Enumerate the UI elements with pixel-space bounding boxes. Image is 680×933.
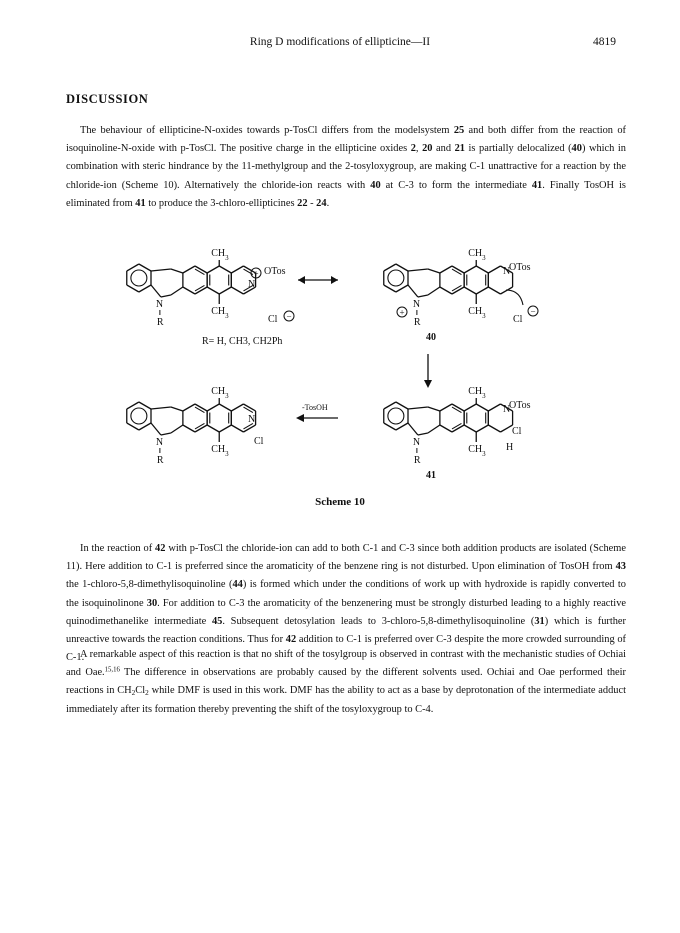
scheme-caption: Scheme 10 <box>315 496 365 508</box>
reference-citation: 15,16 <box>104 666 120 674</box>
methyl-label: $CH_3$ <box>211 386 229 400</box>
aromatic-ring <box>388 270 404 286</box>
compound-number: 42 <box>155 543 166 554</box>
methyl-label: $CH_3$ <box>211 248 229 262</box>
structure-41 <box>384 386 513 466</box>
nitrogen-label: N <box>412 299 421 310</box>
scheme-10-figure <box>0 232 680 492</box>
running-header: Ring D modifications of ellipticine—II <box>249 36 431 48</box>
bond <box>476 266 488 273</box>
structure-3-chloro-ellipticine <box>127 386 256 466</box>
bond <box>476 287 488 294</box>
compound-number: 45 <box>211 615 223 627</box>
bond <box>440 404 452 411</box>
bond <box>183 287 195 294</box>
bond <box>408 407 428 409</box>
bond <box>183 404 195 411</box>
section-title: DISCUSSION <box>66 92 149 106</box>
arrow-head-down <box>424 380 432 388</box>
reagent-label: -TosOH <box>302 403 328 412</box>
bond <box>408 423 418 435</box>
nitrogen-label: N <box>248 279 256 290</box>
chloride-label: Cl <box>512 426 522 437</box>
bond <box>161 433 171 435</box>
compound-number: 21 <box>454 143 465 155</box>
bond <box>183 425 195 432</box>
bond <box>151 285 161 297</box>
page-number: 4819 <box>593 36 616 48</box>
bond <box>219 287 231 294</box>
bond <box>219 425 231 432</box>
bond <box>151 407 171 409</box>
bond <box>231 287 243 294</box>
paragraph-2: In the reaction of 42 with p-TosCl the chloride-ion can add to both C-1 and C-3 since both addition products are isolated (Scheme 11). Here addition to C-1 is preferred since the aromaticity of the benzene ring is not disturbed. Upon elimination of TosOH from 43 the 1-chloro-5,8-dimethylisoquinoline (44) is formed which under the conditions of work up with hydroxide is rapidly converted to the isoquinolinone 30. For addition to C-3 the aromaticity of the benzenering must be strongly disturbed leading to a highly reactive quinodimethanelike intermediate 45. Subsequent detosylation leads to 3-chloro-5,8-dimethylisoquinoline (31) which is further unreactive towards the reaction conditions. Thus for 42 addition to C-1 is preferred over C-3 despite the more crowded surrounding of C-1. <box>66 543 627 664</box>
compound-number: 43 <box>615 561 626 573</box>
bond <box>207 404 219 411</box>
subscript: 2 <box>145 689 149 698</box>
bond <box>231 425 243 432</box>
bond <box>207 287 219 294</box>
r-definition: R= H, CH3, CH2Ph <box>202 336 283 347</box>
bond <box>440 425 452 432</box>
arrow-head-right <box>331 276 338 284</box>
bond <box>231 266 243 273</box>
bond <box>476 425 488 432</box>
compound-number: 40 <box>370 179 381 191</box>
compound-number: 41 <box>531 179 543 191</box>
compound-number: 22 <box>297 197 308 209</box>
bond <box>171 269 183 273</box>
bond <box>231 404 243 411</box>
structure-n-oxide <box>127 248 259 328</box>
plus-sign: + <box>399 307 405 318</box>
nitrogen-label: N <box>503 266 511 277</box>
compound-number: 31 <box>534 615 545 627</box>
bond <box>171 407 183 411</box>
aromatic-ring <box>131 270 147 286</box>
bond <box>488 266 500 273</box>
r-group-label: R <box>413 317 421 328</box>
bond <box>151 423 161 435</box>
compound-number: 42 <box>285 634 297 646</box>
bond <box>440 287 452 294</box>
nitrogen-label: N <box>248 414 256 425</box>
bond <box>151 269 171 271</box>
compound-number: 30 <box>146 597 158 609</box>
bond <box>488 287 500 294</box>
aromatic-ring <box>388 408 404 424</box>
bond <box>408 285 418 297</box>
subscript: 2 <box>131 689 136 698</box>
r-group-label: R <box>413 455 421 466</box>
aromatic-ring <box>131 408 147 424</box>
bond <box>183 266 195 273</box>
arrow-head-left <box>296 414 304 422</box>
bond <box>464 287 476 294</box>
paragraph-3: A remarkable aspect of this reaction is that no shift of the tosylgroup is observed in contrast with the mechanistic studies of Ochiai and Oae.$^{15,16}$ The difference in observations are probably caused by the different solvents used. Ochiai and Oae performed their reactions in $CH_2Cl_2$ while DMF is used in this work. DMF has the ability to act as a base by deprotonation of the intermediate adduct immediately after its formation thereby preventing the shift of the tosyloxygroup to C-4. <box>66 649 626 715</box>
bond <box>464 266 476 273</box>
bond <box>171 425 183 433</box>
bond <box>428 287 440 295</box>
methyl-label: $CH_3$ <box>468 386 486 400</box>
chloride-label: Cl <box>268 314 278 325</box>
electron-arrow <box>506 290 523 305</box>
methyl-label: $CH_3$ <box>468 444 486 458</box>
chloride-label: Cl <box>513 314 523 325</box>
compound-number: 2 <box>410 143 416 155</box>
bond <box>428 269 440 273</box>
methyl-label: $CH_3$ <box>468 306 486 320</box>
compound-number: 25 <box>453 125 465 136</box>
nitrogen-label: N <box>503 404 511 415</box>
bond <box>428 425 440 433</box>
methyl-label: $CH_3$ <box>468 248 486 262</box>
bond <box>500 425 512 432</box>
bond <box>476 404 488 411</box>
bond <box>207 266 219 273</box>
bond <box>488 425 500 432</box>
r-group-label: R <box>156 455 164 466</box>
plus-sign: + <box>253 268 259 279</box>
otos-label: OTos <box>264 266 286 277</box>
bond <box>408 269 428 271</box>
bond <box>219 404 231 411</box>
compound-label-40: 40 <box>426 332 436 343</box>
nitrogen-label: N <box>155 437 164 448</box>
minus-sign: − <box>286 311 292 322</box>
paragraph-1: The behaviour of ellipticine-N-oxides towards p-TosCl differs from the modelsystem 25 and both differ from the reaction of isoquinoline-N-oxide with p-TosCl. The positive charge in the ellipticine oxides 2, 20 and 21 is partially delocalized (40) which in combination with steric hindrance by the 11-methylgroup and the 2-tosyloxygroup, are making C-1 unattractive for a reaction by the chloride-ion (Scheme 10). Alternatively the chloride-ion reacts with 40 at C-3 to form the intermediate 41. Finally TosOH is eliminated from 41 to produce the 3-chloro-ellipticines 22 - 24. <box>66 125 626 209</box>
compound-number: 41 <box>135 197 146 209</box>
bond <box>428 407 440 411</box>
hydrogen-label: H <box>506 442 514 453</box>
otos-label: OTos <box>509 400 531 411</box>
compound-number: 20 <box>422 143 433 155</box>
bond <box>464 404 476 411</box>
bond <box>488 404 500 411</box>
compound-label-41: 41 <box>426 470 436 481</box>
compound-number: 44 <box>232 579 243 591</box>
bond <box>219 266 231 273</box>
arrow-head-left <box>298 276 305 284</box>
bond <box>464 425 476 432</box>
r-group-label: R <box>156 317 164 328</box>
bond <box>418 295 428 297</box>
compound-number: 40 <box>571 143 582 155</box>
bond <box>171 287 183 295</box>
bond <box>207 425 219 432</box>
nitrogen-label: N <box>412 437 421 448</box>
nitrogen-label: N <box>155 299 164 310</box>
methyl-label: $CH_3$ <box>211 306 229 320</box>
otos-label: OTos <box>509 262 531 273</box>
methyl-label: $CH_3$ <box>211 444 229 458</box>
compound-number: 24 <box>316 197 327 209</box>
bond <box>418 433 428 435</box>
minus-sign: − <box>530 306 536 317</box>
bond <box>440 266 452 273</box>
bond <box>161 295 171 297</box>
chloride-label: Cl <box>254 436 264 447</box>
